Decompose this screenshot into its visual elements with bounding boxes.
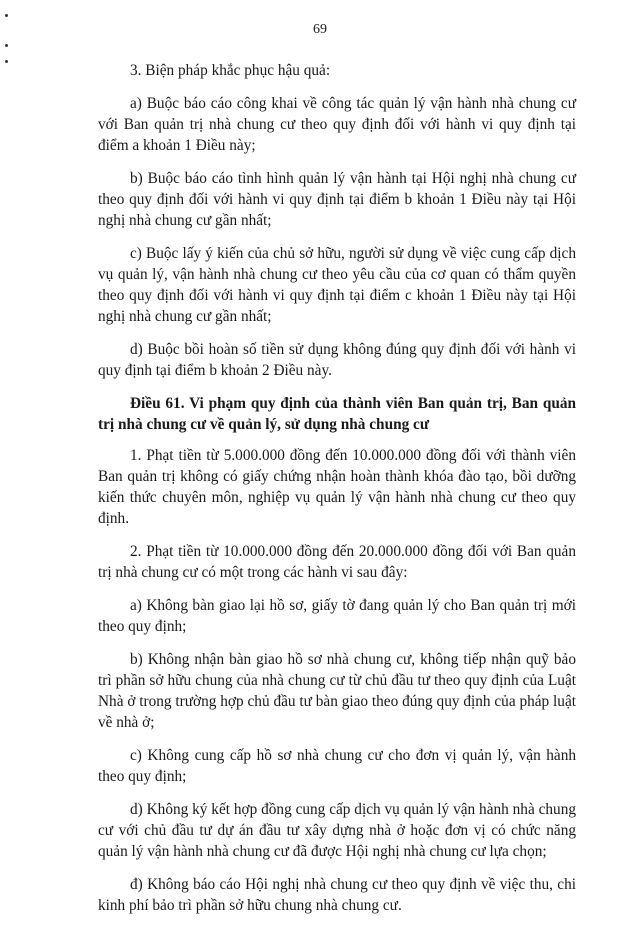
remedy-d: d) Buộc bồi hoàn số tiền sử dụng không đúng quy định đối với hành vi quy định tại điểm b khoản 2 Điều này. <box>98 341 576 379</box>
violation-a: a) Không bàn giao lại hồ sơ, giấy tờ đang quản lý cho Ban quản trị mới theo quy định; <box>98 597 576 635</box>
violation-b: b) Không nhận bàn giao hồ sơ nhà chung cư, không tiếp nhận quỹ bảo trì phần sở hữu chung của nhà chung cư từ chủ đầu tư theo quy định của Luật Nhà ở trong trường hợp chủ đầu tư bàn giao theo đúng quy định của pháp luật về nhà ở; <box>98 651 576 731</box>
remedy-a: a) Buộc báo cáo công khai về công tác quản lý vận hành nhà chung cư với Ban quản trị nhà chung cư theo quy định đối với hành vi quy định tại điểm a khoản 1 Điều này; <box>98 95 576 154</box>
remedy-c: c) Buộc lấy ý kiến của chủ sở hữu, người sử dụng về việc cung cấp dịch vụ quản lý, vận hành nhà chung cư theo yêu cầu của cơ quan có thẩm quyền theo quy định đối với hành vi quy định tại điểm c khoản 1 Điều này tại Hội nghị nhà chung cư gần nhất; <box>98 245 576 325</box>
scan-mark <box>5 14 8 17</box>
clause-1: 1. Phạt tiền từ 5.000.000 đồng đến 10.000.000 đồng đối với thành viên Ban quản trị không có giấy chứng nhận hoàn thành khóa đào tạo, bồi dưỡng kiến thức chuyên môn, nghiệp vụ quản lý vận hành nhà chung cư theo quy định. <box>98 447 576 527</box>
page-number: 69 <box>313 22 327 37</box>
article-heading: Điều 61. Vi phạm quy định của thành viên Ban quản trị, Ban quản trị nhà chung cư về quản lý, sử dụng nhà chung cư <box>98 395 576 433</box>
violation-d: d) Không ký kết hợp đồng cung cấp dịch vụ quản lý vận hành nhà chung cư với chủ đầu tư dự án đầu tư xây dựng nhà ở hoặc đơn vị có chức năng quản lý vận hành nhà chung cư đã được Hội nghị nhà chung cư lựa chọn; <box>98 801 576 860</box>
scan-mark <box>5 60 8 63</box>
violation-dd: đ) Không báo cáo Hội nghị nhà chung cư theo quy định về việc thu, chi kinh phí bảo trì phần sở hữu chung nhà chung cư. <box>98 876 576 914</box>
document-body <box>98 60 576 928</box>
clause-2: 2. Phạt tiền từ 10.000.000 đồng đến 20.000.000 đồng đối với Ban quản trị nhà chung cư có một trong các hành vi sau đây: <box>98 543 576 581</box>
section-title: 3. Biện pháp khắc phục hậu quả: <box>130 62 331 79</box>
scan-mark <box>5 44 8 47</box>
remedy-b: b) Buộc báo cáo tình hình quản lý vận hành tại Hội nghị nhà chung cư theo quy định đối với hành vi quy định tại điểm b khoản 1 Điều này tại Hội nghị nhà chung cư gần nhất; <box>98 170 576 229</box>
violation-c: c) Không cung cấp hồ sơ nhà chung cư cho đơn vị quản lý, vận hành theo quy định; <box>98 747 576 785</box>
